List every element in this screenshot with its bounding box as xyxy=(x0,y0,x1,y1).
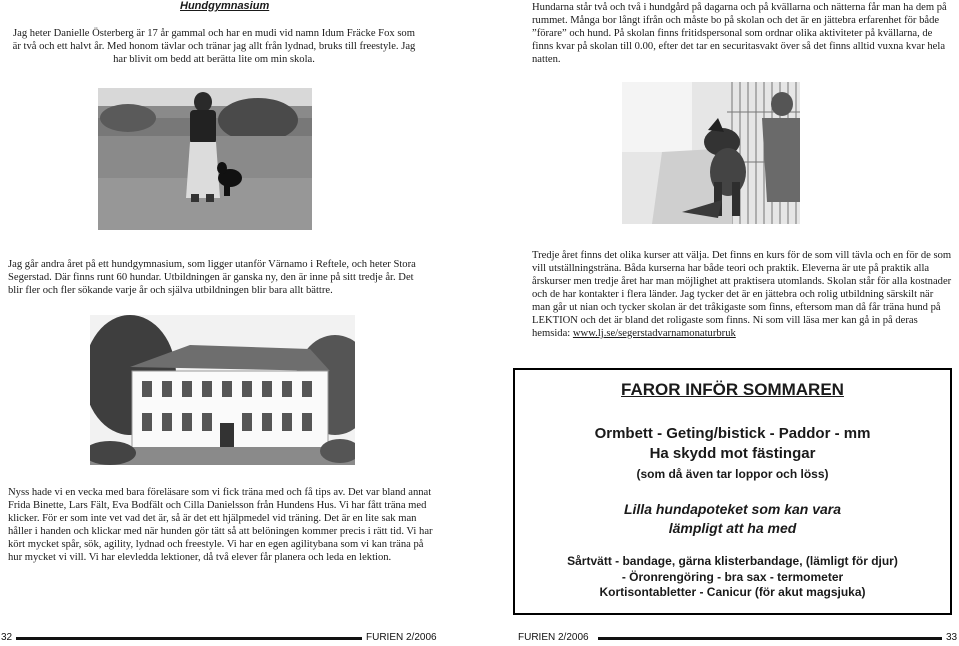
third-year-paragraph xyxy=(532,249,952,340)
ad-list-wound: Sårtvätt - bandage, gärna klisterbandage, (lämligt för djur) xyxy=(567,554,898,568)
right-footer-rule xyxy=(598,637,942,640)
ad-italic-pharmacy: Lilla hundapoteket som kan vara xyxy=(623,501,842,517)
left-footer-rule xyxy=(16,637,362,640)
right-page-number: 33 xyxy=(946,632,958,643)
ad-title: FAROR INFÖR SOMMAREN xyxy=(621,380,844,399)
training-paragraph: Nyss hade vi en vecka med bara föreläsare som vi fick träna med och få tips av. Det var bland annat Frida Binette, Lars Fält, Eva Bodfält och Cilla Danielsson från Hundens Hus. Vi har fått träna med klicker. För er som inte vet vad det är, så är det ett hjälpmedel vid träning. Det är en lite sak man håller i handen och klickar med när hunden gör tätt så att belöningen kommer precis i rätt tid. Vi har kört mycket spår, sök, agility, lydnad och freestyle. Vi har en egen agilitybana som vi kan träna på hur mycket vi vill. Vi har elevledda lektioner, då två elever får planera och leda en lektion. xyxy=(8,487,433,563)
ad-line-dangers: Ormbett - Geting/bistick - Paddor - mm xyxy=(594,425,871,442)
school-paragraph: Jag går andra året på ett hundgymnasium, som ligger utanför Värnamo i Reftele, och heter Stora Segerstad. Där finns runt 60 hundar. Utbildningen är ganska ny, den är inne på sitt tredje år. Det blir fler och fler sökande varje år och själva utbildningen blir bara allt bättre. xyxy=(8,259,416,296)
left-magazine-label: FURIEN 2/2006 xyxy=(366,632,437,643)
housing-paragraph: Hundarna står två och två i hundgård på dagarna och på kvällarna och nätterna får man ha dem på rummet. Många bor långt ifrån och måste bo på skolan och det är en jättebra erfarenhet för både ”förare” och hund. På skolan finns fritidspersonal som ordnar olika aktiviteter på kvällarna, de finns kvar på skolan till 0.00, efter det tar en securitasvakt över så det finns alltid vuxna kvar hela natten. xyxy=(532,2,947,65)
ad-line-fleas: (som då även tar loppor och löss) xyxy=(636,467,829,481)
intro-paragraph: Jag heter Danielle Österberg är 17 år gammal och har en mudi vid namn Idum Fräcke Fox som är två och ett halvt år. Med honom tävlar och tränar jag allt från lydnad, bruks till freestyle. Jag har blivit om bedd att berätta lite om min skola. xyxy=(12,28,416,65)
photo-school-building xyxy=(90,315,355,465)
third-year-text: Tredje året finns det olika kurser att välja. Det finns en kurs för de som vill tävla och en för de som vill utställningsträna. Båda kurserna har både teori och praktik. Eleverna är ute på praktik alla årskurser men tredje året har man möjlighet att praktisera utomlands. Skolan står för alla kostnader och de har kontakter i flera länder. Jag tycker det är en jättebra och rolig utbildning särskilt när man går ut nian och tycker skolan är det tråkigaste som finns, eftersom man då får träna hund på LEKTION och det är bland det roligaste som finns. Ni som vill läsa mer kan gå in på deras hemsida: xyxy=(532,250,952,339)
summer-dangers-ad xyxy=(513,368,952,615)
right-magazine-label: FURIEN 2/2006 xyxy=(518,632,589,643)
school-website-link[interactable]: www.lj.se/segerstadvarnamonaturbruk xyxy=(572,328,736,339)
ad-list-cortisone: Kortisontabletter - Canicur (för akut magsjuka) xyxy=(599,585,866,599)
ad-list-ear: - Öronrengöring - bra sax - termometer xyxy=(621,570,844,584)
ad-line-ticks: Ha skydd mot fästingar xyxy=(649,445,816,462)
left-page-number: 32 xyxy=(1,632,13,643)
ad-italic-bring: lämpligt att ha med xyxy=(668,520,797,536)
photo-girl-with-dog xyxy=(98,88,312,230)
photo-man-with-shepherd xyxy=(622,82,800,224)
left-page-heading: Hundgymnasium xyxy=(180,0,270,12)
